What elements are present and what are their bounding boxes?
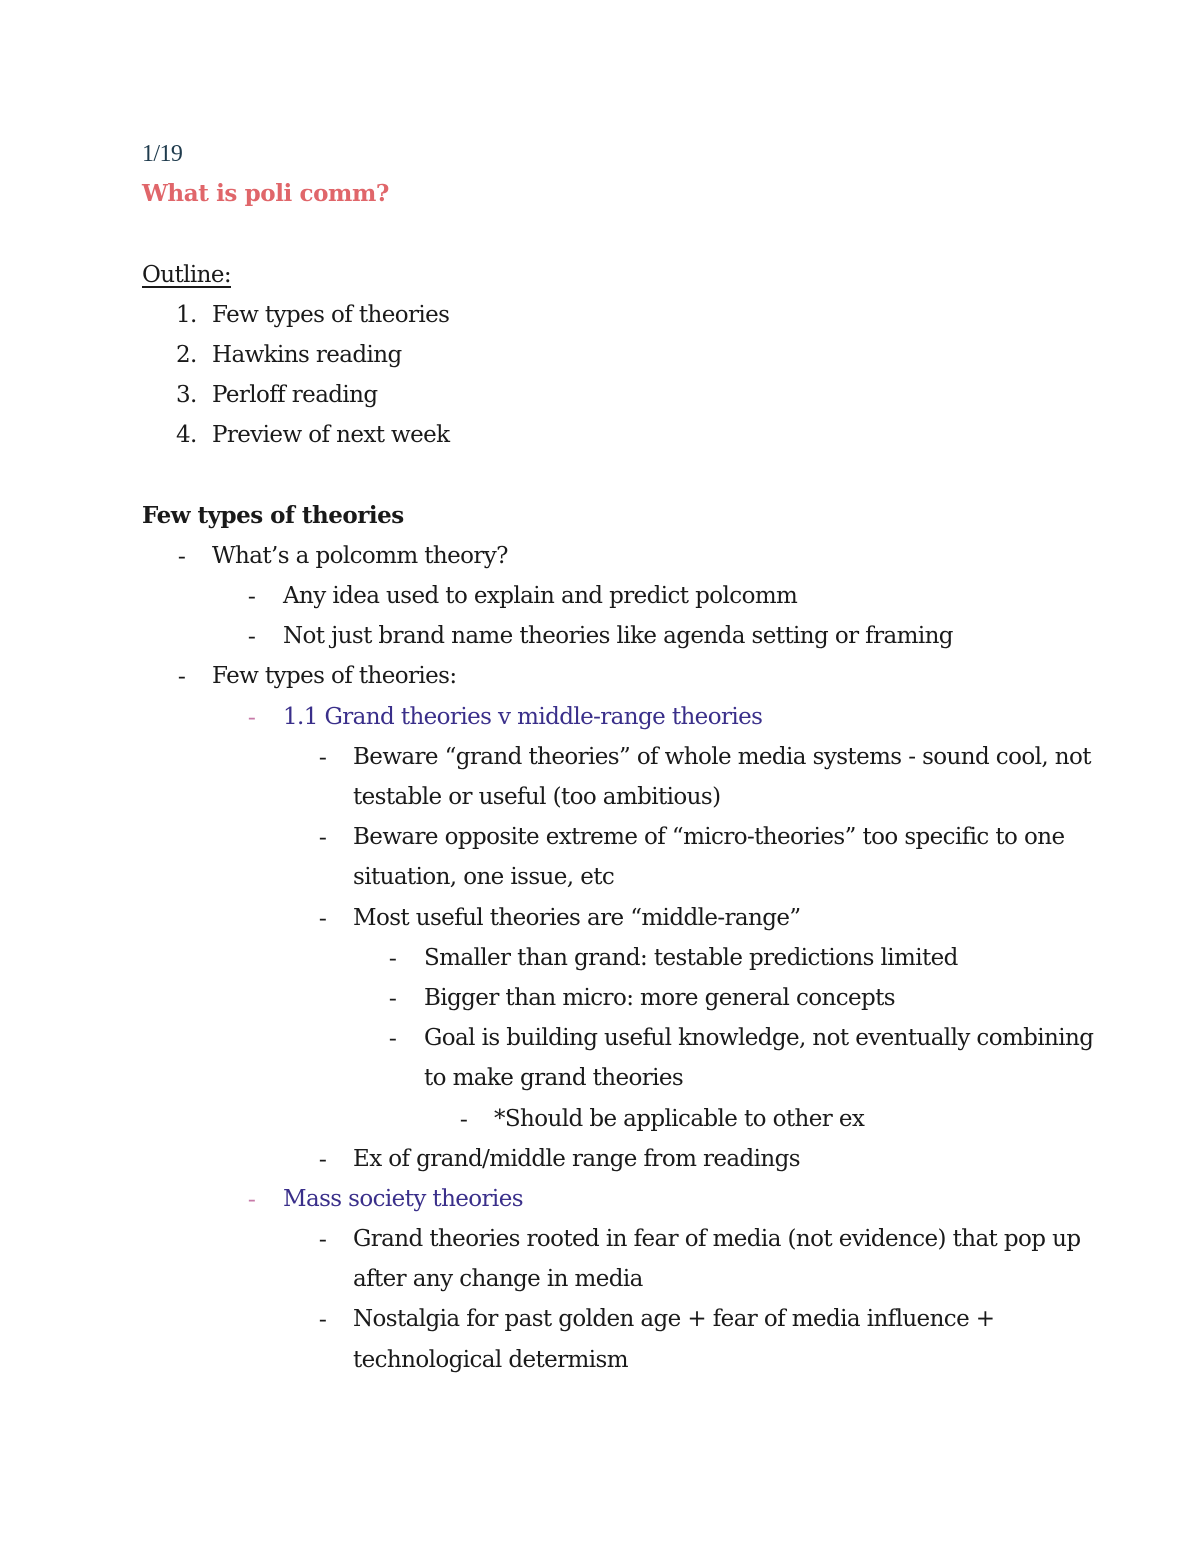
- bullet-continuation: [142, 1259, 1072, 1299]
- outline-item: [142, 415, 1072, 455]
- bullet-text: testable or useful (too ambitious): [353, 784, 721, 810]
- bullet-text: technological determism: [353, 1346, 628, 1373]
- bullet-item-subheading: [142, 1179, 1072, 1219]
- note-date: 1/19: [142, 141, 183, 167]
- outline-item-text: Few types of theories: [212, 301, 450, 328]
- bullet-text: situation, one issue, etc: [353, 864, 615, 891]
- bullet-item: [142, 1139, 1072, 1179]
- bullet-continuation: [142, 1340, 1072, 1380]
- bullet-item: [142, 898, 1072, 938]
- bullet-text: Beware “grand theories” of whole media systems - sound cool, not: [353, 743, 1091, 770]
- bullet-item: [142, 536, 1072, 576]
- outline-item: [142, 375, 1072, 415]
- bullet-item: [142, 656, 1072, 696]
- outline-item-number: 3.: [176, 382, 197, 409]
- document-page: [142, 134, 1094, 1380]
- outline-item-text: Preview of next week: [212, 422, 450, 449]
- bullet-text: after any change in media: [353, 1266, 643, 1293]
- bullet-continuation: [142, 1058, 1072, 1098]
- bullet-text: Most useful theories are “middle-range”: [353, 904, 801, 931]
- spacer: [142, 456, 1072, 496]
- bullet-text: Beware opposite extreme of “micro-theories” too specific to one: [353, 824, 1065, 851]
- outline-item-number: 2.: [176, 341, 197, 368]
- bullet-text: *Should be applicable to other ex: [494, 1105, 865, 1132]
- page-title: What is poli comm?: [142, 180, 389, 208]
- outline-heading-row: [142, 255, 1072, 295]
- dash-bullet: -: [460, 1105, 468, 1131]
- dash-bullet: -: [319, 1226, 327, 1252]
- outline-item: [142, 295, 1072, 335]
- dash-bullet: -: [178, 542, 186, 568]
- bullet-item-subheading: [142, 697, 1072, 737]
- bullet-text: What’s a polcomm theory?: [212, 542, 508, 569]
- bullet-text: to make grand theories: [424, 1065, 684, 1092]
- dash-bullet: -: [389, 984, 397, 1010]
- outline-item-text: Hawkins reading: [212, 341, 402, 368]
- bullet-item: [142, 737, 1091, 777]
- bullet-text: Goal is building useful knowledge, not eventually combining: [424, 1025, 1094, 1052]
- dash-bullet: -: [319, 904, 327, 930]
- bullet-text: Mass society theories: [283, 1185, 523, 1212]
- bullet-item: [142, 938, 1072, 978]
- bullet-item: [142, 1099, 1072, 1139]
- dash-bullet: -: [248, 623, 256, 649]
- bullet-text: Not just brand name theories like agenda setting or framing: [283, 623, 953, 650]
- dash-bullet: -: [319, 1306, 327, 1332]
- dash-bullet: -: [319, 743, 327, 769]
- dash-bullet: -: [178, 663, 186, 689]
- outline-item: [142, 335, 1072, 375]
- dash-bullet: -: [319, 824, 327, 850]
- outline-item-text: Perloff reading: [212, 382, 378, 409]
- bullet-continuation: [142, 857, 1072, 897]
- dash-bullet: -: [248, 703, 256, 729]
- spacer: [142, 214, 1072, 254]
- outline-heading: Outline:: [142, 261, 231, 288]
- bullet-item: [142, 978, 1072, 1018]
- bullet-text: Grand theories rooted in fear of media (not evidence) that pop up: [353, 1226, 1081, 1253]
- bullet-item: [142, 576, 1072, 616]
- bullet-item: [142, 817, 1072, 857]
- bullet-continuation: [142, 777, 1072, 817]
- bullet-text: 1.1 Grand theories v middle-range theories: [283, 703, 763, 730]
- outline-item-number: 4.: [176, 422, 197, 449]
- bullet-item: [142, 1018, 1094, 1058]
- bullet-text: Bigger than micro: more general concepts: [424, 984, 895, 1011]
- bullet-text: Any idea used to explain and predict polcomm: [283, 583, 798, 610]
- dash-bullet: -: [389, 1025, 397, 1051]
- bullet-text: Few types of theories:: [212, 663, 457, 690]
- dash-bullet: -: [248, 1185, 256, 1211]
- bullet-item: [142, 1219, 1081, 1259]
- dash-bullet: -: [248, 583, 256, 609]
- bullet-text: Nostalgia for past golden age + fear of media influence +: [353, 1306, 995, 1333]
- dash-bullet: -: [319, 1145, 327, 1171]
- bullet-text: Ex of grand/middle range from readings: [353, 1145, 800, 1172]
- bullet-text: Smaller than grand: testable predictions limited: [424, 944, 958, 971]
- dash-bullet: -: [389, 944, 397, 970]
- outline-item-number: 1.: [176, 301, 197, 328]
- bullet-item: [142, 616, 1072, 656]
- section-heading: Few types of theories: [142, 501, 404, 529]
- bullet-item: [142, 1299, 1072, 1339]
